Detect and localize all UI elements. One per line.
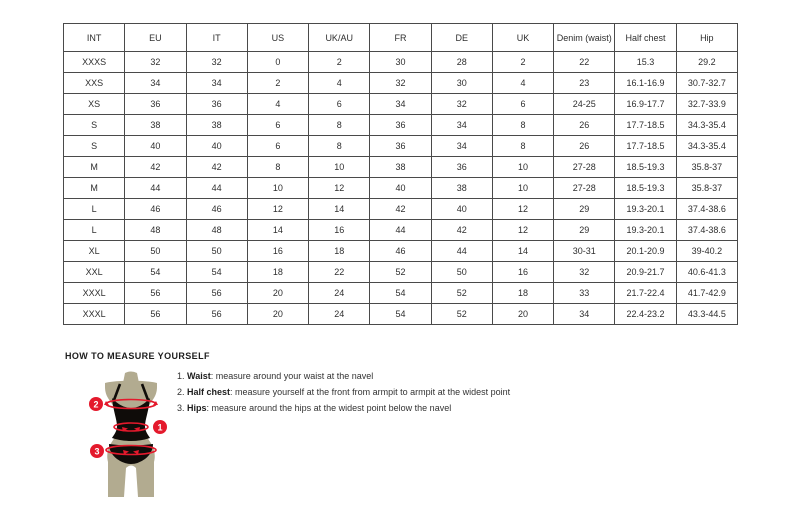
table-cell: 34 [554, 304, 615, 325]
table-cell: 43.3-44.5 [676, 304, 737, 325]
table-cell: 18.5-19.3 [615, 178, 676, 199]
table-cell: 16 [492, 262, 553, 283]
table-cell: 36 [186, 94, 247, 115]
table-cell: 24-25 [554, 94, 615, 115]
table-cell: 32.7-33.9 [676, 94, 737, 115]
column-header: Half chest [615, 24, 676, 52]
badge-chest [89, 397, 103, 411]
table-cell: 40 [370, 178, 431, 199]
table-cell: 8 [492, 136, 553, 157]
table-cell: 44 [370, 220, 431, 241]
table-cell: 18 [247, 262, 308, 283]
table-cell: 38 [431, 178, 492, 199]
table-cell: 36 [431, 157, 492, 178]
table-cell: 14 [492, 241, 553, 262]
step-text: : measure around your waist at the navel [210, 371, 374, 381]
table-row [64, 52, 738, 73]
table-cell: 16 [247, 241, 308, 262]
table-row [64, 157, 738, 178]
table-row [64, 136, 738, 157]
table-cell: 38 [370, 157, 431, 178]
table-cell: 54 [370, 304, 431, 325]
table-cell: 27-28 [554, 178, 615, 199]
table-cell: 42 [125, 157, 186, 178]
column-header: Denim (waist) [554, 24, 615, 52]
table-cell: 20.9-21.7 [615, 262, 676, 283]
step-text: : measure around the hips at the widest point below the navel [206, 403, 452, 413]
step-label: Waist [187, 371, 211, 381]
table-cell: 40 [431, 199, 492, 220]
table-cell: 20 [247, 304, 308, 325]
table-cell: 38 [186, 115, 247, 136]
table-cell: 20 [247, 283, 308, 304]
table-cell: 52 [431, 283, 492, 304]
table-cell: 10 [309, 157, 370, 178]
table-cell: 20 [492, 304, 553, 325]
table-cell: 18 [309, 241, 370, 262]
table-row [64, 115, 738, 136]
table-cell: 29.2 [676, 52, 737, 73]
table-cell: XXXL [64, 304, 125, 325]
table-cell: 19.3-20.1 [615, 220, 676, 241]
table-cell: 8 [309, 115, 370, 136]
column-header: Hip [676, 24, 737, 52]
table-cell: 52 [431, 304, 492, 325]
table-cell: 26 [554, 115, 615, 136]
table-cell: 16.1-16.9 [615, 73, 676, 94]
table-cell: 28 [431, 52, 492, 73]
table-cell: 30 [431, 73, 492, 94]
step-label: Half chest [187, 387, 231, 397]
table-row [64, 199, 738, 220]
table-cell: XXXL [64, 283, 125, 304]
table-cell: 18.5-19.3 [615, 157, 676, 178]
table-cell: 12 [492, 220, 553, 241]
table-cell: 16.9-17.7 [615, 94, 676, 115]
column-header: INT [64, 24, 125, 52]
table-cell: 8 [492, 115, 553, 136]
table-cell: 6 [247, 115, 308, 136]
table-cell: 44 [431, 241, 492, 262]
measure-section-title: HOW TO MEASURE YOURSELF [65, 351, 210, 361]
step-number: 1. [177, 371, 185, 381]
table-cell: 27-28 [554, 157, 615, 178]
table-cell: 34 [431, 136, 492, 157]
table-cell: 35.8-37 [676, 157, 737, 178]
table-cell: 29 [554, 220, 615, 241]
table-row [64, 73, 738, 94]
table-cell: 16 [309, 220, 370, 241]
table-cell: 4 [247, 94, 308, 115]
table-cell: 6 [247, 136, 308, 157]
table-cell: 10 [492, 157, 553, 178]
table-cell: XXL [64, 262, 125, 283]
table-cell: 8 [309, 136, 370, 157]
table-cell: 32 [554, 262, 615, 283]
table-cell: 37.4-38.6 [676, 199, 737, 220]
step-label: Hips [187, 403, 207, 413]
table-row [64, 94, 738, 115]
table-cell: 21.7-22.4 [615, 283, 676, 304]
table-cell: XS [64, 94, 125, 115]
column-header: EU [125, 24, 186, 52]
table-cell: 2 [309, 52, 370, 73]
table-cell: 52 [370, 262, 431, 283]
table-cell: 54 [125, 262, 186, 283]
table-cell: 46 [125, 199, 186, 220]
table-cell: 34 [431, 115, 492, 136]
table-cell: 56 [125, 304, 186, 325]
table-cell: 32 [370, 73, 431, 94]
table-cell: 34 [186, 73, 247, 94]
table-cell: 50 [186, 241, 247, 262]
table-cell: 30-31 [554, 241, 615, 262]
badge-waist [153, 420, 167, 434]
table-cell: 56 [125, 283, 186, 304]
table-cell: 12 [247, 199, 308, 220]
table-cell: 39-40.2 [676, 241, 737, 262]
table-cell: 41.7-42.9 [676, 283, 737, 304]
table-row [64, 241, 738, 262]
column-header: UK [492, 24, 553, 52]
table-cell: 22.4-23.2 [615, 304, 676, 325]
table-cell: 29 [554, 199, 615, 220]
table-cell: 36 [125, 94, 186, 115]
column-header: IT [186, 24, 247, 52]
table-row [64, 262, 738, 283]
table-cell: 34.3-35.4 [676, 115, 737, 136]
table-cell: 12 [309, 178, 370, 199]
table-row [64, 220, 738, 241]
table-cell: 33 [554, 283, 615, 304]
table-row [64, 178, 738, 199]
measure-step-half-chest [177, 384, 510, 400]
table-cell: 17.7-18.5 [615, 115, 676, 136]
table-cell: 56 [186, 283, 247, 304]
measure-step-waist [177, 368, 510, 384]
table-cell: S [64, 136, 125, 157]
table-cell: 34 [370, 94, 431, 115]
table-cell: 4 [492, 73, 553, 94]
table-cell: 17.7-18.5 [615, 136, 676, 157]
table-cell: 12 [492, 199, 553, 220]
table-cell: 48 [186, 220, 247, 241]
table-cell: 50 [431, 262, 492, 283]
table-cell: XL [64, 241, 125, 262]
measure-step-hips [177, 400, 510, 416]
table-cell: 10 [492, 178, 553, 199]
step-number: 2. [177, 387, 185, 397]
table-cell: 2 [247, 73, 308, 94]
table-cell: M [64, 157, 125, 178]
table-cell: 50 [125, 241, 186, 262]
column-header: DE [431, 24, 492, 52]
table-cell: 20.1-20.9 [615, 241, 676, 262]
table-cell: 44 [125, 178, 186, 199]
table-cell: 37.4-38.6 [676, 220, 737, 241]
table-cell: 32 [125, 52, 186, 73]
table-cell: 22 [309, 262, 370, 283]
table-cell: 24 [309, 283, 370, 304]
table-cell: L [64, 199, 125, 220]
table-cell: 38 [125, 115, 186, 136]
table-cell: 56 [186, 304, 247, 325]
table-cell: 6 [309, 94, 370, 115]
table-cell: 46 [186, 199, 247, 220]
table-cell: 30.7-32.7 [676, 73, 737, 94]
table-cell: 44 [186, 178, 247, 199]
measure-steps [177, 368, 510, 416]
table-cell: 42 [431, 220, 492, 241]
badge-hips-number: 3 [94, 446, 100, 457]
size-chart-table [63, 23, 738, 325]
mannequin-illustration-icon [76, 370, 186, 500]
badge-hips [90, 444, 104, 458]
table-cell: 22 [554, 52, 615, 73]
table-cell: 34.3-35.4 [676, 136, 737, 157]
table-cell: 14 [247, 220, 308, 241]
table-cell: XXS [64, 73, 125, 94]
table-cell: 26 [554, 136, 615, 157]
table-cell: 48 [125, 220, 186, 241]
table-cell: 32 [186, 52, 247, 73]
column-header: UK/AU [309, 24, 370, 52]
table-cell: 42 [370, 199, 431, 220]
column-header: FR [370, 24, 431, 52]
table-cell: 40.6-41.3 [676, 262, 737, 283]
size-chart-header [64, 24, 738, 52]
table-row [64, 304, 738, 325]
size-chart-body [64, 52, 738, 325]
table-cell: 34 [125, 73, 186, 94]
table-cell: 4 [309, 73, 370, 94]
table-cell: S [64, 115, 125, 136]
table-row [64, 283, 738, 304]
table-cell: 54 [186, 262, 247, 283]
table-cell: 36 [370, 115, 431, 136]
step-number: 3. [177, 403, 185, 413]
table-cell: 35.8-37 [676, 178, 737, 199]
table-cell: 32 [431, 94, 492, 115]
table-cell: 18 [492, 283, 553, 304]
table-cell: 10 [247, 178, 308, 199]
step-text: : measure yourself at the front from armpit to armpit at the widest point [230, 387, 511, 397]
table-cell: 0 [247, 52, 308, 73]
table-cell: 30 [370, 52, 431, 73]
table-cell: 40 [186, 136, 247, 157]
table-cell: 15.3 [615, 52, 676, 73]
table-cell: 14 [309, 199, 370, 220]
table-cell: 54 [370, 283, 431, 304]
table-cell: M [64, 178, 125, 199]
measurement-figure [76, 370, 186, 500]
table-cell: 46 [370, 241, 431, 262]
table-cell: 36 [370, 136, 431, 157]
table-cell: 6 [492, 94, 553, 115]
table-cell: 19.3-20.1 [615, 199, 676, 220]
table-cell: 40 [125, 136, 186, 157]
table-cell: 42 [186, 157, 247, 178]
table-cell: 23 [554, 73, 615, 94]
badge-waist-number: 1 [157, 422, 163, 433]
table-cell: L [64, 220, 125, 241]
header-row [64, 24, 738, 52]
badge-chest-number: 2 [93, 399, 99, 410]
table-cell: 24 [309, 304, 370, 325]
table-cell: 8 [247, 157, 308, 178]
column-header: US [247, 24, 308, 52]
table-cell: XXXS [64, 52, 125, 73]
table-cell: 2 [492, 52, 553, 73]
